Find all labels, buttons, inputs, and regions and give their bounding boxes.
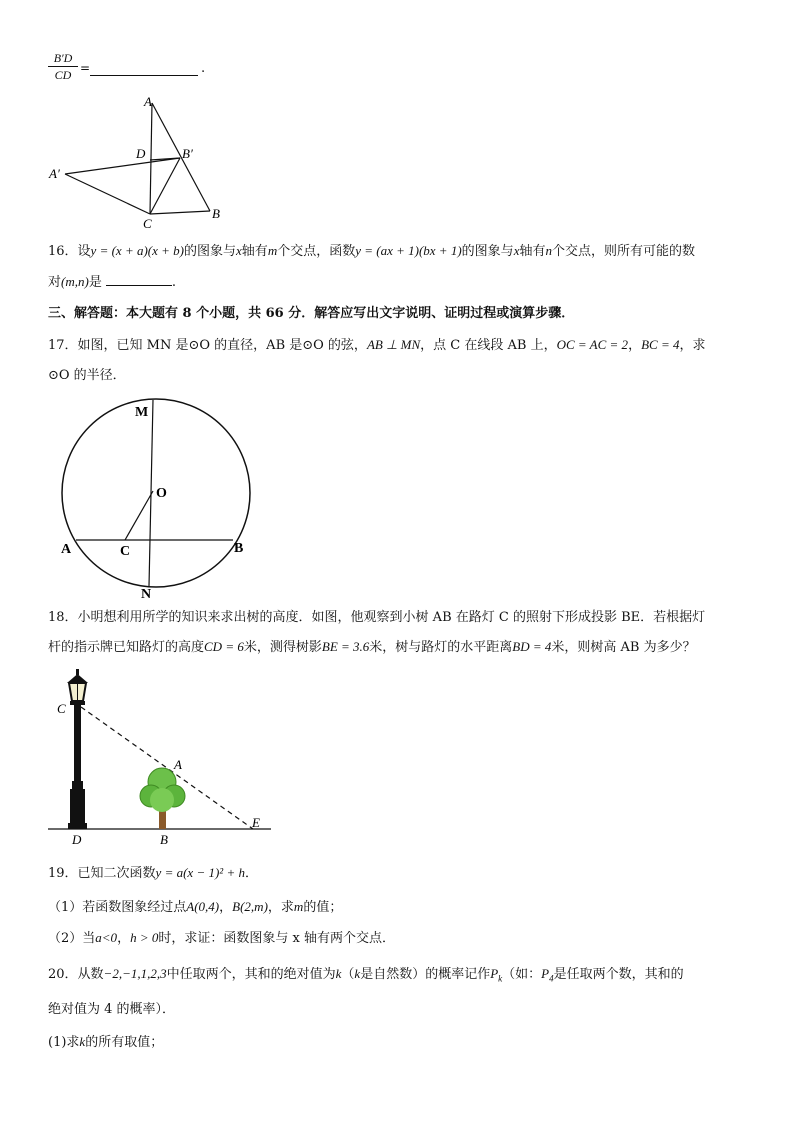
q16-line2 [48, 273, 176, 292]
q17-text: 17．如图，已知 MN 是⊙O 的直径，AB 是⊙O 的弦， [48, 338, 367, 353]
q20-text: 是任取两个数，其和的 [553, 967, 684, 982]
fig15-line-ApBp [65, 158, 180, 174]
q17-line1 [48, 336, 705, 355]
q18-text: 米，测得树影 [243, 640, 322, 655]
figure-17-circle [55, 395, 265, 600]
fig15-label-C: C [143, 216, 152, 231]
q18-text: 杆的指示牌已知路灯的高度 [48, 640, 205, 655]
q19-var-m: m [293, 899, 304, 914]
q16-pair: (m,n) [61, 274, 89, 289]
q17-text: ，点 C 在线段 AB 上， [420, 338, 557, 353]
q19-text: 时，求证：函数图象与 x 轴有两个交点． [158, 931, 395, 946]
q20-text: 是自然数）的概率记作 [360, 967, 491, 982]
q20-text: 中任取两个，其和的绝对值为 [166, 967, 336, 982]
q19-text: （2）当 [48, 931, 96, 946]
fig17-segment-OC [125, 491, 153, 540]
q18-formula-1: CD = 6 [204, 639, 244, 654]
q20-line1 [48, 965, 684, 988]
q16-text: 轴有 [241, 244, 268, 259]
q19-formula: y = a(x − 1)² + h [155, 865, 245, 880]
q15-frac-bar [48, 66, 78, 67]
q16-text: 轴有 [519, 244, 546, 259]
q19-text: ， [117, 931, 131, 946]
q16-var-n: n [545, 243, 552, 258]
q18-formula-2: BE = 3.6 [321, 639, 370, 654]
q16-text: 的图象与 [184, 244, 237, 259]
fig15-line-CBp [150, 158, 180, 214]
q15-frac-den: CD [54, 68, 72, 82]
q20-P: P [490, 966, 499, 981]
fig18-tree [140, 768, 185, 829]
q18-text: 米，树与路灯的水平距离 [369, 640, 513, 655]
q20-Pk [490, 966, 503, 984]
fig15-label-B: B [212, 206, 220, 221]
fig18-label-C: C [57, 701, 66, 716]
q17-text: ， [628, 338, 642, 353]
fig17-label-N: N [141, 587, 152, 600]
q20-P-sub: 4 [549, 973, 554, 984]
q16-text: 是 [88, 275, 102, 290]
q19-text: ，求 [267, 900, 294, 915]
q16-formula-1: y = (x + a)(x + b) [90, 243, 184, 258]
q17-formula-1: AB ⊥ MN [366, 337, 421, 352]
q15-fraction [48, 51, 78, 82]
q20-text: 20．从数 [48, 967, 104, 982]
q19-text: 19．已知二次函数 [48, 866, 156, 881]
fig18-lamp-post [67, 669, 88, 829]
q19-line1 [48, 864, 258, 883]
q20-var-k: k [354, 966, 361, 981]
q20-var-k: k [79, 1034, 86, 1049]
q20-text: （ [341, 967, 355, 982]
q20-text: 的所有取值； [85, 1035, 164, 1050]
fig18-label-E: E [252, 815, 260, 830]
q19-cond-h: h > 0 [130, 930, 159, 945]
fig15-line-CB [150, 211, 210, 214]
fig18-label-B: B [160, 832, 168, 847]
q19-cond-a: a<0 [95, 930, 118, 945]
q16-var-m: m [267, 243, 278, 258]
fig17-label-C: C [120, 544, 131, 559]
fig15-label-A: A [144, 94, 152, 109]
q20-P-sub: k [498, 973, 503, 984]
fig17-label-A: A [61, 542, 72, 557]
fig18-label-A: A [174, 757, 182, 772]
q19-part1 [48, 898, 342, 917]
fig15-label-Bp: B′ [182, 146, 193, 161]
q16-line1 [48, 242, 695, 261]
section-3-header: 三、解答题：本大题有 8 个小题，共 66 分．解答应写出文字说明、证明过程或演算步骤． [48, 306, 575, 321]
q15-answer-blank[interactable] [90, 74, 198, 76]
q17-formula-3: BC = 4 [641, 337, 680, 352]
q16-formula-2: y = (ax + 1)(bx + 1) [355, 243, 462, 258]
fig15-label-Ap: A′ [49, 166, 60, 181]
q19-text: 的值； [303, 900, 343, 915]
q18-text: 米，则树高 AB 为多少？ [551, 640, 696, 655]
q16-text: 16．设 [48, 244, 91, 259]
q16-answer-blank[interactable] [106, 284, 172, 286]
q20-text: (1)求 [48, 1035, 80, 1050]
q16-var-x: x [236, 243, 242, 258]
q16-text: 个交点，则所有可能的数 [551, 244, 695, 259]
figure-15-triangle [40, 90, 240, 235]
q20-P: P [541, 966, 550, 981]
fig17-label-O: O [156, 486, 167, 501]
q15-frac-num: B′D [53, 51, 73, 65]
q18-line1: 18．小明想利用所学的知识来求出树的高度．如图，他观察到小树 AB 在路灯 C 的照射下形成投影 BE．若根据灯 [48, 610, 706, 625]
q18-formula-3: BD = 4 [512, 639, 552, 654]
fig17-label-B: B [234, 541, 244, 556]
q17-formula-2: OC = AC = 2 [556, 337, 629, 352]
figure-18-lamp-tree [45, 665, 275, 850]
fig15-label-D: D [136, 146, 146, 161]
q20-part1 [48, 1033, 163, 1052]
q16-end: . [171, 275, 176, 290]
fig17-label-M: M [135, 405, 149, 420]
q19-part2 [48, 929, 395, 948]
q20-numbers: −2,−1,1,2,3 [103, 966, 167, 981]
q20-P4 [541, 966, 554, 984]
q19-text: ． [244, 866, 258, 881]
q20-var-k: k [335, 966, 342, 981]
q15-end: . [201, 61, 206, 76]
q19-text: ， [219, 900, 233, 915]
q20-text: （如： [502, 967, 542, 982]
q19-point-A: A(0,4) [186, 899, 220, 914]
q15-eq: = [80, 61, 91, 75]
q20-line2: 绝对值为 4 的概率）． [48, 1002, 176, 1017]
q17-line2: ⊙O 的半径． [48, 368, 126, 383]
fig15-line-AC [150, 103, 152, 214]
q16-text: 对 [48, 275, 62, 290]
q16-text: 个交点，函数 [277, 244, 356, 259]
q19-text: （1）若函数图象经过点 [48, 900, 187, 915]
q19-point-B: B(2,m) [232, 899, 268, 914]
q16-var-x: x [513, 243, 520, 258]
q17-text: ，求 [679, 338, 706, 353]
q18-line2 [48, 638, 696, 657]
fig18-label-D: D [72, 832, 82, 847]
fig15-line-ApC [65, 174, 150, 214]
q16-text: 的图象与 [461, 244, 514, 259]
